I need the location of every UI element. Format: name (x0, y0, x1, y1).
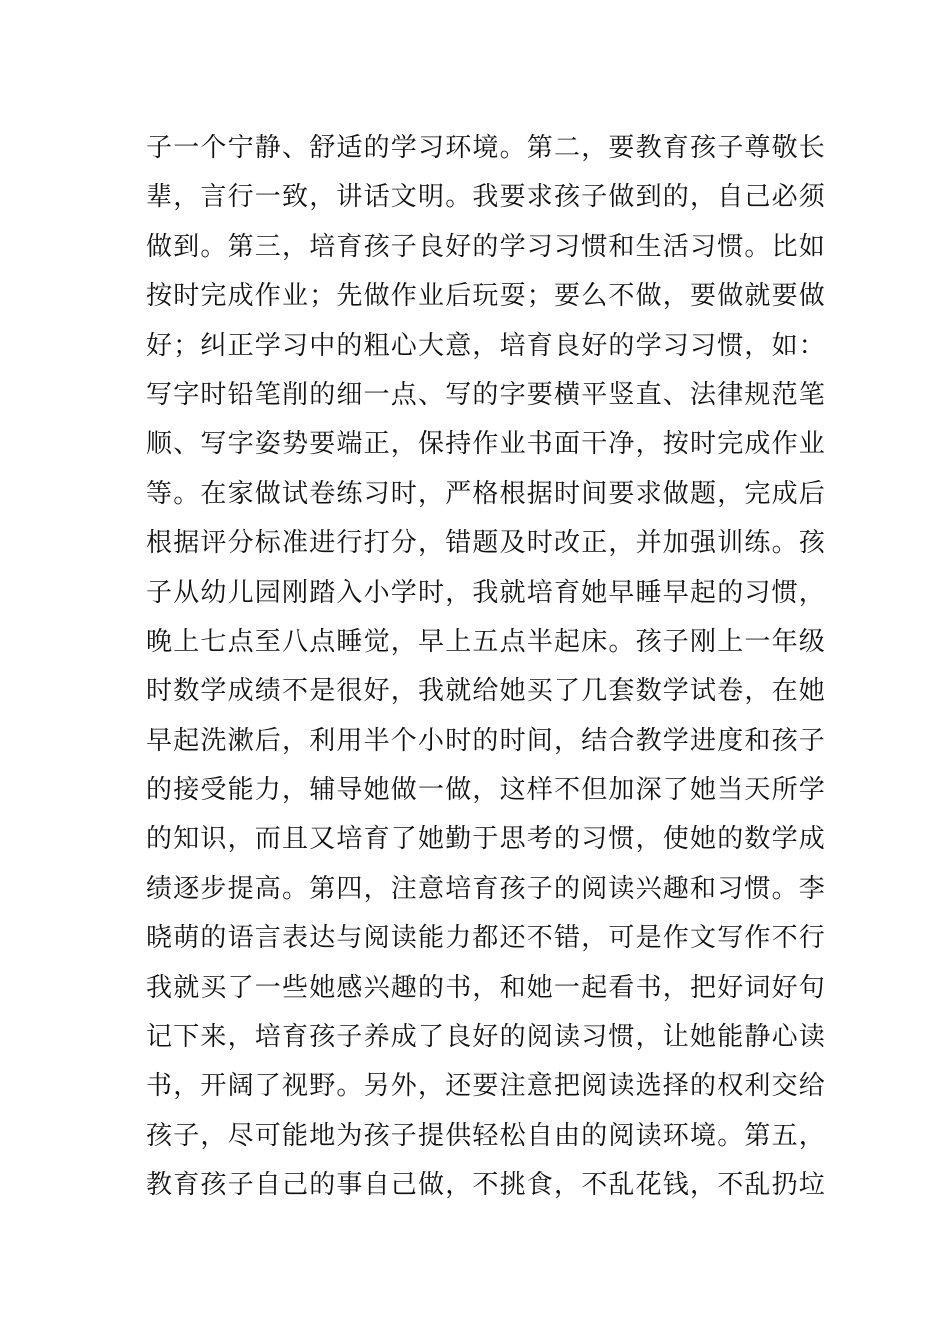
text-line: 记下来，培育孩子养成了良好的阅读习惯，让她能静心读 (146, 1022, 827, 1053)
body-text (146, 124, 826, 1211)
text-line: 根据评分标准进行打分，错题及时改正，并加强训练。孩 (146, 528, 827, 559)
text-line: 子一个宁静、舒适的学习环境。第二，要教育孩子尊敬长 (146, 133, 827, 163)
text-line: 写字时铅笔削的细一点、写的字要横平竖直、法律规范笔 (146, 379, 827, 410)
text-line: 绩逐步提高。第四，注意培育孩子的阅读兴趣和习惯。李 (146, 873, 827, 904)
text-line: 孩子，尽可能地为孩子提供轻松自由的阅读环境。第五， (146, 1120, 827, 1151)
text-line: 的知识，而且又培育了她勤于思考的习惯，使她的数学成 (146, 824, 827, 855)
text-line: 辈，言行一致，讲话文明。我要求孩子做到的，自己必须 (146, 182, 827, 213)
text-line: 晓萌的语言表达与阅读能力都还不错，可是作文写作不行 (146, 923, 827, 954)
text-line: 书，开阔了视野。另外，还要注意把阅读选择的权利交给 (146, 1071, 827, 1102)
text-line: 好；纠正学习中的粗心大意，培育良好的学习习惯，如： (146, 330, 827, 361)
text-line: 早起洗漱后，利用半个小时的时间，结合教学进度和孩子 (146, 725, 827, 756)
text-line: 晚上七点至八点睡觉，早上五点半起床。孩子刚上一年级 (146, 626, 827, 657)
text-line: 按时完成作业；先做作业后玩耍；要么不做，要做就要做 (146, 281, 827, 312)
text-line: 我就买了一些她感兴趣的书，和她一起看书，把好词好句 (146, 972, 827, 1003)
text-line: 顺、写字姿势要端正，保持作业书面干净，按时完成作业 (146, 429, 827, 460)
text-line: 时数学成绩不是很好，我就给她买了几套数学试卷，在她 (146, 676, 827, 707)
text-line: 做到。第三，培育孩子良好的学习习惯和生活习惯。比如 (146, 231, 827, 262)
text-line: 教育孩子自己的事自己做，不挑食，不乱花钱，不乱扔垃 (146, 1170, 827, 1201)
text-line: 子从幼儿园刚踏入小学时，我就培育她早睡早起的习惯， (146, 577, 827, 608)
text-line: 等。在家做试卷练习时，严格根据时间要求做题，完成后 (146, 478, 827, 509)
text-line: 的接受能力，辅导她做一做，这样不但加深了她当天所学 (146, 775, 827, 806)
